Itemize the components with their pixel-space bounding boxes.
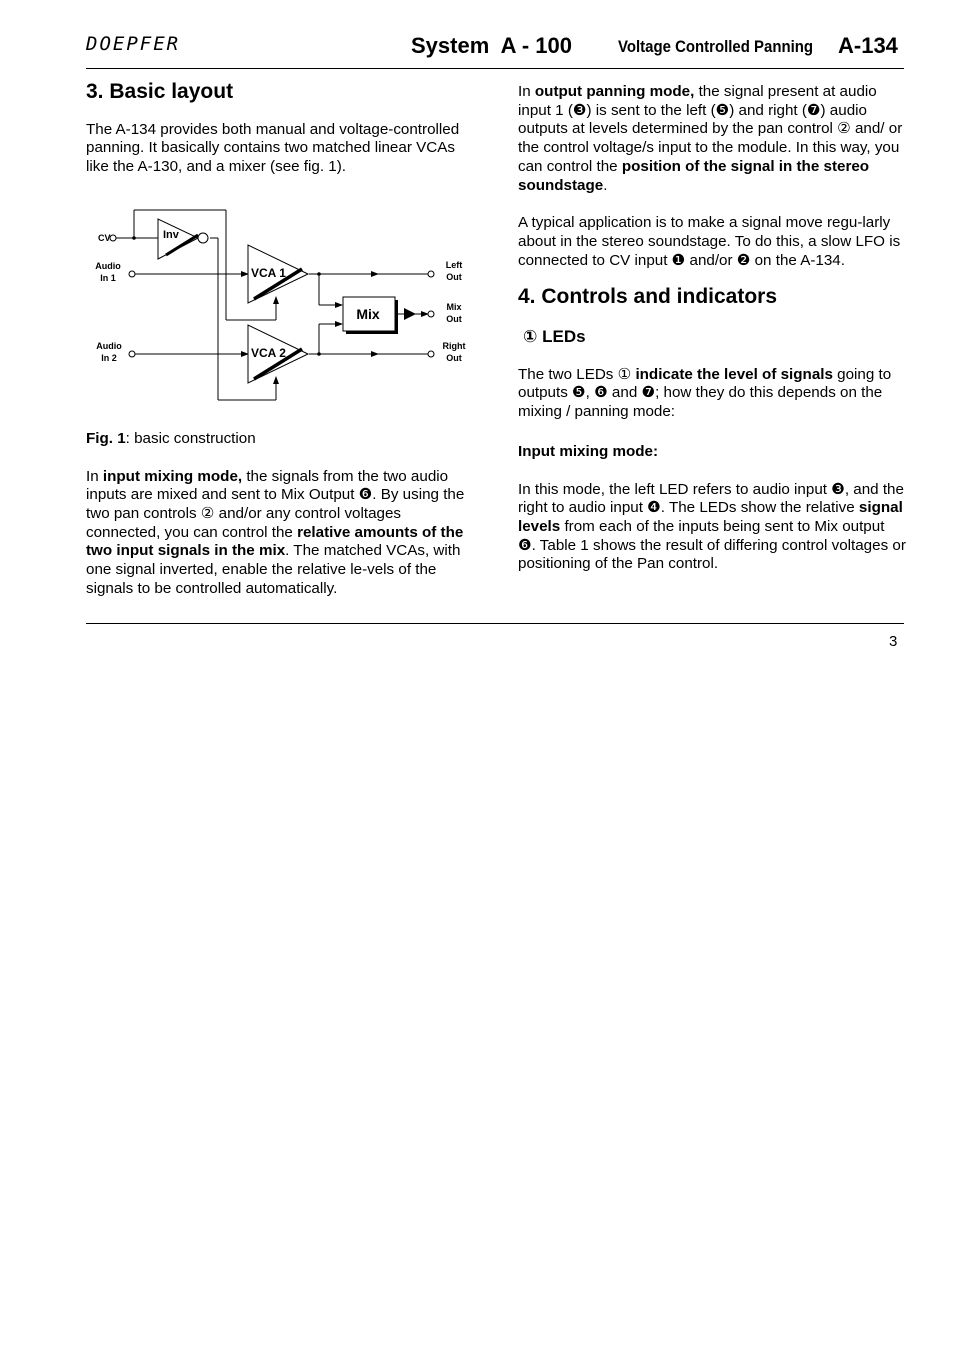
text-run: going to outputs ❺, ❻ and ❼; how they do this depends on the mixing / panning mode: [518, 365, 892, 421]
junction-vca2 [317, 352, 321, 356]
right-out-jack [428, 351, 434, 357]
section-heading-basic-layout: 3. Basic layout [86, 80, 234, 103]
footer-rule [86, 623, 904, 624]
text-run-bold: relative amounts of the two input signals in the mix [86, 523, 464, 560]
intro-paragraph: The A-134 provides both manual and voltage-controlled panning. It basically contains two matched linear VCAs like the A-130, and a mixer (see fig. 1). [86, 120, 460, 176]
label-vca2: VCA 2 [251, 345, 286, 360]
text-run-bold: output panning mode, [534, 83, 695, 100]
audio-in2-jack [129, 351, 135, 357]
text-run: the signals from the two audio inputs are mixed and sent to Mix Output ❻. By using the two pan controls ② and/or any control voltages connected, you can control the [86, 467, 465, 541]
label-left-out-b: Out [446, 271, 462, 282]
leds-paragraph [518, 366, 906, 422]
cv-jack [110, 235, 116, 241]
label-vca1: VCA 1 [251, 265, 286, 280]
label-audio-in2-a: Audio [96, 340, 122, 351]
header-rule [86, 68, 904, 69]
inverter-bubble [198, 233, 208, 243]
typical-application-paragraph: A typical application is to make a signal move regu-larly about in the stereo soundstage. To do this, a slow LFO is connected to CV input ❶ and/or ❷ on the A-134. [518, 214, 901, 269]
left-out-jack [428, 271, 434, 277]
text-run: from each of the inputs being sent to Mix output ❻. Table 1 shows the result of differing control voltages or positioning of the Pan control. [518, 517, 906, 573]
text-run-bold: position of the signal in the stereo soundstage [518, 157, 870, 194]
mix-out-jack [428, 311, 434, 317]
input-mixing-paragraph [86, 468, 470, 599]
right-column [518, 83, 906, 574]
label-cv: CV [98, 232, 111, 243]
label-mix: Mix [356, 305, 380, 322]
page-number: 3 [889, 633, 898, 650]
mix-out-triangle [404, 308, 416, 320]
output-panning-paragraph [518, 83, 906, 195]
module-subtitle: Voltage Controlled Panning [618, 37, 814, 56]
junction-cv [132, 236, 136, 240]
input-mixing-mode-paragraph [518, 481, 906, 575]
label-audio-in1-a: Audio [95, 260, 121, 271]
left-column [86, 80, 470, 598]
figure-caption-text: : basic construction [125, 429, 256, 447]
section-heading-controls: 4. Controls and indicators [518, 285, 778, 309]
junction-vca1 [317, 272, 321, 276]
brand-logo: DOEPFER [86, 33, 181, 55]
label-left-out-a: Left [445, 259, 463, 270]
subheading-leds: ① LEDs [523, 327, 586, 347]
label-inv: Inv [163, 228, 179, 241]
text-run: the signal present at audio input 1 (❸) is sent to the left (❺) and right (❼) audio outputs at levels determined by the pan control ② and/ or the control voltage/s input to the module. In this way, you can control the [518, 83, 903, 175]
label-mix-out-b: Out [446, 313, 462, 324]
figure-caption-label: Fig. 1 [86, 429, 126, 447]
text-run: . The matched VCAs, with one signal inverted, enable the relative le-vels of the signals to be controlled automatically. [86, 542, 461, 597]
text-run: The two LEDs ① [518, 365, 636, 383]
model-number: A-134 [838, 33, 898, 58]
text-run-bold: signal levels [518, 499, 903, 535]
label-audio-in1-b: In 1 [100, 272, 116, 283]
system-title: System A - 100 [411, 33, 573, 58]
text-run: In [86, 467, 103, 485]
label-right-out-b: Out [446, 352, 462, 363]
figure-caption [86, 430, 470, 449]
text-run: . [603, 176, 608, 194]
text-run: In this mode, the left LED refers to audio input ❸, and the right to audio input ❹. The LEDs show the relative [518, 480, 904, 517]
label-mix-out-a: Mix [446, 301, 462, 312]
text-run-bold: indicate the level of signals [635, 365, 833, 383]
text-run-bold: input mixing mode, [102, 467, 243, 485]
input-mixing-mode-title: Input mixing mode: [518, 442, 659, 460]
audio-in1-jack [129, 271, 135, 277]
label-right-out-a: Right [442, 340, 466, 351]
basic-construction-diagram [86, 207, 470, 417]
label-audio-in2-b: In 2 [101, 352, 117, 363]
text-run: In [518, 83, 535, 100]
